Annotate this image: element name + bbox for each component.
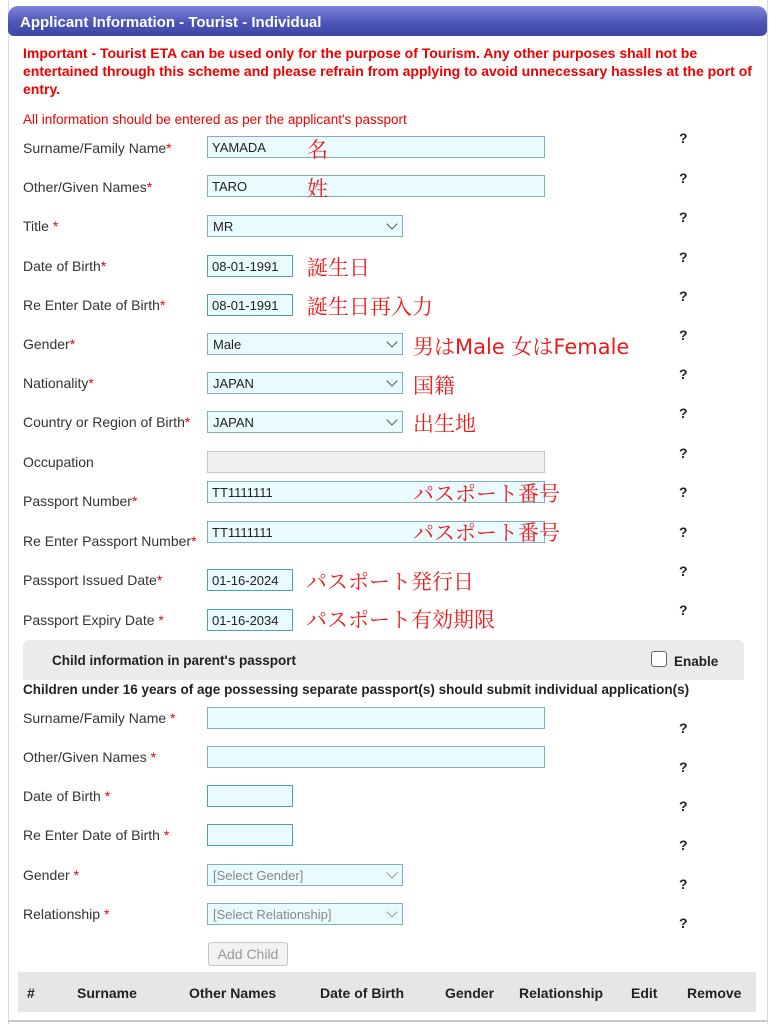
child-relationship-select[interactable]: [Select Relationship] — [207, 903, 403, 925]
occupation-input[interactable] — [207, 451, 545, 473]
nationality-select[interactable]: JAPAN — [207, 372, 403, 394]
nationality-label: Nationality* — [23, 375, 94, 391]
important-notice: Important - Tourist ETA can be used only for the purpose of Tourism. Any other purposes shall not be entertained through this scheme and please refrain from applying to avoid unnecessary hassles at the port of entry. — [23, 45, 752, 97]
passport-note: All information should be entered as per the applicant's passport — [23, 112, 407, 127]
table-header-number: # — [27, 985, 35, 1001]
chevron-down-icon — [386, 218, 397, 229]
dob-label: Date of Birth* — [23, 258, 107, 274]
child-relationship-label: Relationship * — [23, 906, 110, 922]
child-section-title: Child information in parent's passport — [52, 653, 296, 668]
child-given-names-label: Other/Given Names * — [23, 749, 157, 765]
passport-issued-label: Passport Issued Date* — [23, 572, 163, 588]
child-note: Children under 16 years of age possessing separate passport(s) should submit individual application(s) — [23, 682, 690, 697]
help-icon[interactable]: ? — [679, 288, 688, 304]
help-icon[interactable]: ? — [679, 798, 688, 814]
help-icon[interactable]: ? — [679, 563, 688, 579]
help-icon[interactable]: ? — [679, 759, 688, 775]
passport-number-label: Passport Number* — [23, 493, 138, 509]
bottom-divider — [8, 1020, 767, 1022]
passport-expiry-annotation: パスポート有効期限 — [306, 608, 495, 632]
help-icon[interactable]: ? — [679, 405, 688, 421]
table-header-dob: Date of Birth — [320, 985, 404, 1001]
enable-label[interactable]: Enable — [674, 654, 719, 669]
child-given-names-input[interactable] — [207, 746, 545, 768]
gender-select[interactable]: Male — [207, 333, 403, 355]
child-gender-label: Gender * — [23, 867, 80, 883]
surname-annotation: 名 — [307, 138, 328, 162]
passport-number-input[interactable]: TT1111111 — [207, 481, 545, 503]
table-header-edit: Edit — [631, 985, 658, 1001]
chevron-down-icon — [386, 906, 397, 917]
child-dob-reenter-input[interactable] — [207, 824, 293, 846]
help-icon[interactable]: ? — [679, 876, 688, 892]
given-names-annotation: 姓 — [307, 177, 328, 201]
surname-input[interactable]: YAMADA — [207, 136, 545, 158]
enable-checkbox[interactable] — [651, 651, 667, 667]
table-header-gender: Gender — [445, 985, 495, 1001]
help-icon[interactable]: ? — [679, 209, 688, 225]
help-icon[interactable]: ? — [679, 170, 688, 186]
child-surname-input[interactable] — [207, 707, 545, 729]
dob-annotation: 誕生日 — [307, 256, 370, 280]
help-icon[interactable]: ? — [679, 445, 688, 461]
dob-reenter-input[interactable]: 08-01-1991 — [207, 294, 293, 316]
passport-issued-input[interactable]: 01-16-2024 — [207, 569, 293, 591]
child-dob-input[interactable] — [207, 785, 293, 807]
nationality-annotation: 国籍 — [413, 374, 455, 398]
gender-annotation: 男はMale 女はFemale — [413, 335, 630, 359]
child-gender-select[interactable]: [Select Gender] — [207, 864, 403, 886]
passport-number-reenter-input[interactable]: TT1111111 — [207, 521, 545, 543]
section-title: Applicant Information - Tourist - Individual — [20, 14, 322, 31]
passport-expiry-input[interactable]: 01-16-2034 — [207, 609, 293, 631]
surname-label: Surname/Family Name* — [23, 140, 172, 156]
help-icon[interactable]: ? — [679, 915, 688, 931]
child-dob-label: Date of Birth * — [23, 788, 111, 804]
chevron-down-icon — [386, 867, 397, 878]
passport-number-reenter-label: Re Enter Passport Number* — [23, 533, 197, 549]
table-header-other-names: Other Names — [189, 985, 277, 1001]
help-icon[interactable]: ? — [679, 327, 688, 343]
table-header-relationship: Relationship — [519, 985, 604, 1001]
passport-expiry-label: Passport Expiry Date * — [23, 612, 164, 628]
table-header-remove: Remove — [687, 985, 742, 1001]
birth-country-label: Country or Region of Birth* — [23, 414, 191, 430]
title-select[interactable]: MR — [207, 215, 403, 237]
help-icon[interactable]: ? — [679, 249, 688, 265]
child-surname-label: Surname/Family Name * — [23, 710, 176, 726]
given-names-label: Other/Given Names* — [23, 179, 153, 195]
chevron-down-icon — [386, 336, 397, 347]
help-icon[interactable]: ? — [679, 484, 688, 500]
dob-input[interactable]: 08-01-1991 — [207, 255, 293, 277]
help-icon[interactable]: ? — [679, 366, 688, 382]
passport-issued-annotation: パスポート発行日 — [306, 570, 474, 594]
help-icon[interactable]: ? — [679, 837, 688, 853]
birth-country-annotation: 出生地 — [413, 412, 476, 436]
help-icon[interactable]: ? — [679, 602, 688, 618]
passport-number-annotation: パスポート番号 — [413, 482, 560, 506]
table-header-surname: Surname — [77, 985, 137, 1001]
chevron-down-icon — [386, 375, 397, 386]
add-child-button[interactable]: Add Child — [208, 942, 288, 966]
chevron-down-icon — [386, 414, 397, 425]
birth-country-select[interactable]: JAPAN — [207, 411, 403, 433]
help-icon[interactable]: ? — [679, 130, 688, 146]
occupation-label: Occupation — [23, 454, 94, 470]
help-icon[interactable]: ? — [679, 720, 688, 736]
help-icon[interactable]: ? — [679, 524, 688, 540]
dob-reenter-label: Re Enter Date of Birth* — [23, 297, 166, 313]
passport-number-reenter-annotation: パスポート番号 — [413, 521, 560, 545]
gender-label: Gender* — [23, 336, 76, 352]
dob-reenter-annotation: 誕生日再入力 — [307, 295, 433, 319]
child-dob-reenter-label: Re Enter Date of Birth * — [23, 827, 170, 843]
given-names-input[interactable]: TARO — [207, 175, 545, 197]
section-header — [8, 6, 767, 36]
title-label: Title * — [23, 218, 59, 234]
